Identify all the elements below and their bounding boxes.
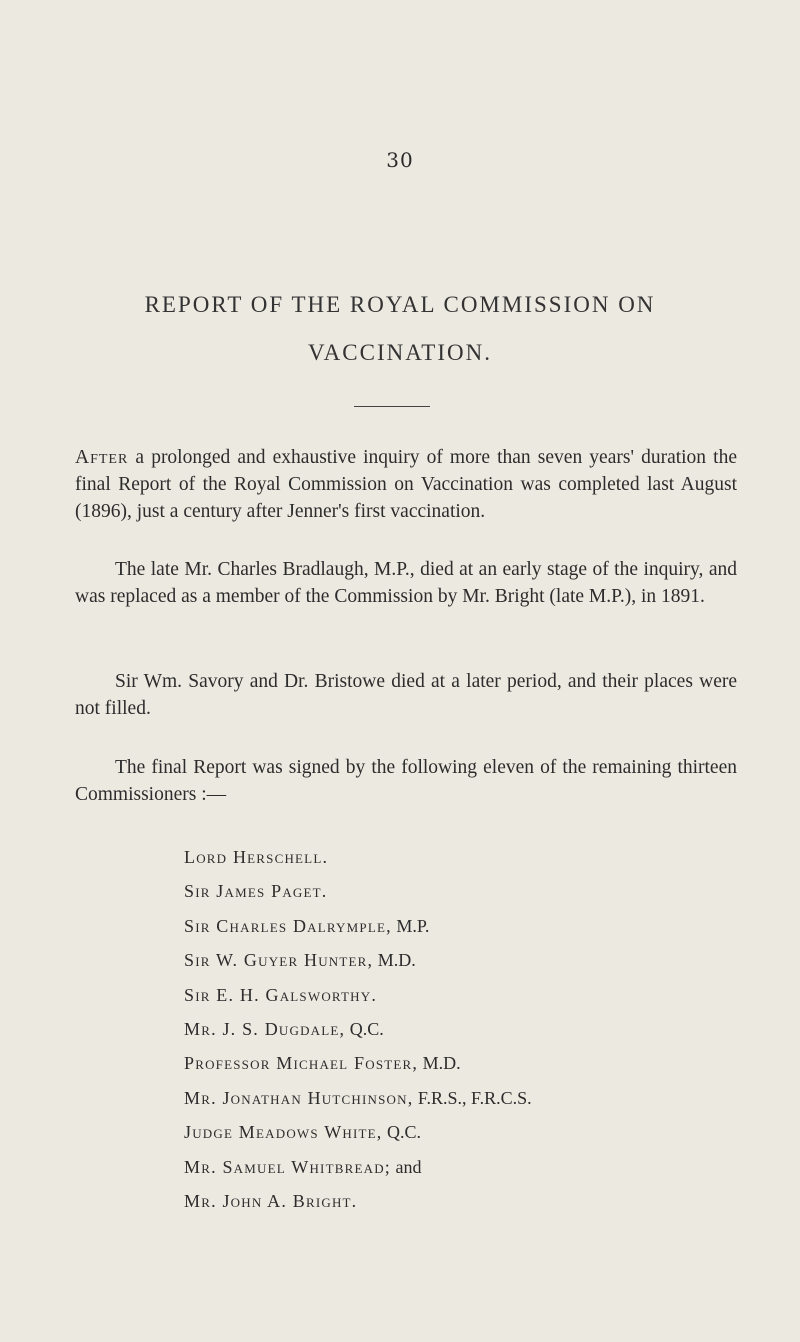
report-title-line-1: REPORT OF THE ROYAL COMMISSION ON xyxy=(144,292,656,317)
list-item xyxy=(184,874,532,908)
commissioner-name: Judge Meadows White, xyxy=(184,1122,383,1143)
paragraph-lead-word: After xyxy=(75,447,129,468)
commissioner-name: Mr. Samuel Whitbread; xyxy=(184,1156,391,1177)
page-number: 30 xyxy=(386,148,414,172)
commissioner-name: Sir W. Guyer Hunter, xyxy=(184,950,374,971)
commissioner-suffix: M.D. xyxy=(373,950,416,971)
paragraph-intro xyxy=(75,444,737,525)
commissioner-name: Sir James Paget. xyxy=(184,881,328,902)
paragraph-bradlaugh: The late Mr. Charles Bradlaugh, M.P., died at an early stage of the inquiry, and was replaced as a member of the Commission by Mr. Bright (late M.P.), in 1891. xyxy=(75,559,737,607)
list-item xyxy=(184,909,532,943)
list-item xyxy=(184,1012,532,1046)
list-item xyxy=(184,1150,532,1184)
list-item xyxy=(184,1115,532,1149)
list-item xyxy=(184,978,532,1012)
list-item xyxy=(184,840,532,874)
list-item xyxy=(184,943,532,977)
report-title-line-2: VACCINATION. xyxy=(308,340,492,365)
list-item xyxy=(184,1046,532,1080)
commissioner-name: Sir Charles Dalrymple, xyxy=(184,915,392,936)
title-divider xyxy=(354,406,430,407)
commissioner-suffix: and xyxy=(391,1156,422,1177)
commissioner-name: Sir E. H. Galsworthy. xyxy=(184,984,378,1005)
commissioner-suffix: Q.C. xyxy=(382,1122,421,1143)
commissioner-name: Mr. J. S. Dugdale, xyxy=(184,1018,346,1039)
paragraph-signatories: The final Report was signed by the following eleven of the remaining thirteen Commissioners :— xyxy=(75,757,737,805)
commissioner-name: Lord Herschell. xyxy=(184,847,329,867)
paragraph-savory-bristowe: Sir Wm. Savory and Dr. Bristowe died at a later period, and their places were not filled. xyxy=(75,671,737,719)
list-item xyxy=(184,1184,532,1218)
commissioner-suffix: M.D. xyxy=(418,1053,461,1074)
commissioner-list xyxy=(184,840,532,1218)
commissioner-name: Mr. John A. Bright. xyxy=(184,1190,358,1211)
commissioner-suffix: Q.C. xyxy=(345,1018,384,1039)
commissioner-suffix: F.R.S., F.R.C.S. xyxy=(413,1087,532,1108)
paragraph-intro-text: a prolonged and exhaustive inquiry of more than seven years' duration the final Report of the Royal Commission on Vaccination was completed last August (1896), just a century after Jenner's first vaccination. xyxy=(75,447,737,522)
commissioner-name: Professor Michael Foster, xyxy=(184,1053,419,1074)
commissioner-suffix: M.P. xyxy=(391,915,430,936)
commissioner-name: Mr. Jonathan Hutchinson, xyxy=(184,1087,414,1108)
list-item xyxy=(184,1081,532,1115)
